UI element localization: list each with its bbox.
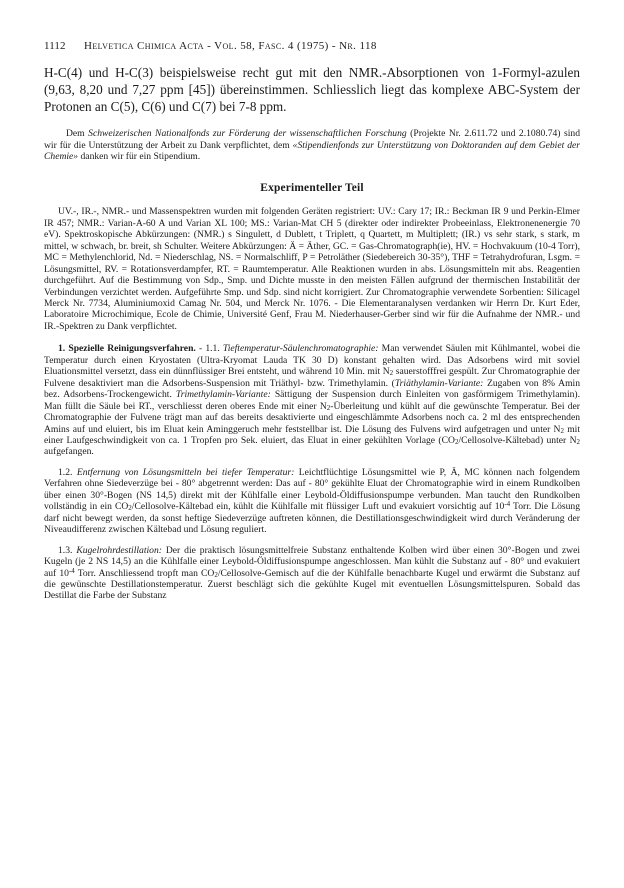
ack-text-1: Dem: [66, 128, 89, 140]
ack-text-2: (Projekte Nr. 2.611.72 und 2.1080.74) sind wir für die Unterstützung der Arbeit zu Dank verpflichtet, dem: [44, 128, 580, 151]
p13-text-c: /Cellosolve-Gemisch auf die der Kühlfalle benachbarte Kugel und erwärmt die Substanz auf die gewünschte Destillationstemperatur. Zuerst beschlägt sich die gekühlte Kugel mit eventuellen Lösungsmittelspuren. Sobald das Destillat die Farbe der Substanz: [44, 567, 580, 602]
experimental-intro: UV.-, IR.-, NMR.- und Massenspektren wurden mit folgenden Geräten registriert: UV.: Cary 17; IR.: Beckman IR 9 und Perkin-Elmer IR 457; NMR.: Varian-A-60 A und Varian XL 100; MS.: Varian-Mat CH 5 (direkter oder indirekter Probeeinlass, Elektronenenergie 70 eV). Spektroskopische Abkürzungen: (NMR.) s Singulett, d Dublett, t Triplett, q Quartett, m Multiplett; (IR.) vs sehr stark, s stark, m mittel, w schwach, br. breit, sh Schulter. Weitere Abkürzungen: Ä = Äther, GC. = Gas-Chromatograph(ie), HV. = Hochvakuum (10-4 Torr), MC = Methylenchlorid, Nd. = Niederschlag, NS. = Normalschliff, P = Petroläther (Siedebereich 30-35°), THF = Tetrahydrofuran, Lsgm. = Lösungsmittel, RV. = Rotationsverdampfer, RT. = Raumtemperatur. Alle Reaktionen wurden in abs. Lösungsmitteln mit abs. Reagentien durchgeführt. Auf die Bestimmung von Sdp., Smp. und Dichte musste in den meisten Fällen aufgrund der thermischen Instabilität der Verbindungen verzichtet werden. Aufgeführte Smp. und Sdp. sind nicht korrigiert. Zur Chromatographie verwendete Sorbentien: Silicagel Merck Nr. 7734, Aluminiumoxid Camag Nr. 504, und Merck Nr. 1076. - Die Elementaranalysen verdanken wir Herrn Dr. Kurt Eder, Laboratoire Microchimique, Ecole de Chimie, Université Genf, Frau M. Niederhauser-Gerber sind wir für die Aufnahme der NMR.- und IR.-Spektren zu Dank verpflichtet.: [44, 206, 580, 332]
running-title: Helvetica Chimica Acta - Vol. 58, Fasc. 4 (1975) - Nr. 118: [84, 40, 377, 52]
subsection-1-3-number: 1.3.: [58, 544, 77, 556]
paragraph-1-1: [44, 343, 580, 458]
subscript-2: 2: [326, 403, 331, 412]
p12-text-a: Leichtflüchtige Lösungsmittel wie P, Ä, MC können nach folgendem Verfahren ohne Siedeverzüge bei - 80° abgetrennt werden: Das auf - 80° gekühlte Eluat der Chromatographie wird in einem Rundkolben über einen 30°-Bogen (NS 14,5) direkt mit der Kühlfalle einer Leybold-Öldiffusionspumpe verbunden. Man taucht den Rundkolben vollständig in ein CO: [44, 466, 581, 513]
variant-triethylamine: Triäthylamin-Variante:: [394, 377, 484, 389]
p11-text-b: sauerstofffrei gespült. Zur Chromatographie der Fulvene desaktiviert man die Adsorbens-Suspension mit Triäthyl- bzw. Trimethylamin. (: [44, 366, 581, 389]
page: [44, 40, 580, 602]
p11-text-e: -Überleitung und kühlt auf die gewünschte Temperatur. Bei der Chromatographie der Fulvene trägt man auf das bereits desaktivierte und eingeschlämmte Adsorbens noch ca. 2 ml des entsprechenden Amins auf und eluiert, bis im Eluat kein Aminggeruch mehr feststellbar ist. Die Lösung des Fulvens wird aufgetragen und unter N: [44, 400, 580, 435]
subscript-2: 2: [389, 369, 394, 378]
subsection-1-1-title: Tieftemperatur-Säulenchromatographie:: [222, 343, 379, 355]
subscript-2: 2: [560, 426, 564, 435]
p11-text-f: mit einer Laufgeschwindigkeit von ca. 1 Tropfen pro Sek. eluiert, das Eluat in einer gekühlten Vorlage (CO: [44, 423, 580, 447]
ack-funder: Schweizerischen Nationalfonds zur Förderung der wissenschaftlichen Forschung: [88, 128, 407, 140]
p11-text-h: aufgefangen.: [44, 446, 94, 458]
p11-text-c: Zugaben von 8% Amin bez. Adsorbens-Trockengewicht.: [44, 377, 580, 401]
subscript-2: 2: [214, 570, 218, 579]
p11-text-a: Man verwendet Säulen mit Kühlmantel, wobei die Temperatur durch einen Kryostaten (Ultra-Kryomat Lauda TK 30 D) konstant gehalten wird. Das Adsorbens wird mit soviel Eluationsmittel versetzt, dass ein dünnflüssiger Brei entsteht, und während 10 Min. mit N: [44, 343, 581, 378]
subsection-1-3-title: Kugelrohrdestillation:: [76, 544, 162, 556]
p12-text-c: Torr. Die Lösung darf nicht bewegt werden, da sonst heftige Siedeverzüge auftreten können, die Destillationsgeschwindigkeit wird durch Veränderung der Niveaudifferenz zwischen Kältebad und Lösung reguliert.: [44, 501, 580, 536]
subsection-1-2-title: Entfernung von Lösungsmitteln bei tiefer Temperatur:: [76, 466, 295, 478]
section-1-heading: 1. Spezielle Reinigungsverfahren.: [58, 343, 196, 355]
running-header: [44, 40, 580, 52]
paragraph-1-3: [44, 545, 580, 602]
exponent: -4: [504, 500, 511, 509]
acknowledgment: [44, 128, 580, 162]
exponent: -4: [68, 566, 75, 575]
subsection-1-1-number: - 1.1.: [195, 343, 223, 355]
ack-fund: «Stipendienfonds zur Unterstützung von Doktoranden auf dem Gebiet der Chemie»: [44, 139, 581, 162]
p12-text-b: /Cellosolve-Kältebad ein, kühlt die Kühlfalle mit flüssiger Luft und evakuiert vorsichtig auf 10: [131, 501, 505, 513]
section-title: Experimenteller Teil: [260, 182, 364, 195]
p11-text-g: /Cellosolve-Kältebad) unter N: [458, 435, 577, 447]
paragraph-1-2: [44, 467, 580, 536]
subsection-1-2-number: 1.2.: [58, 466, 77, 478]
ack-text-3: danken wir für ein Stipendium.: [78, 151, 201, 162]
page-number: 1112: [44, 40, 66, 52]
p11-text-d: Sättigung der Suspension durch Einleiten von gasförmigem Trimethylamin). Man füllt die Säule bei RT., verschliesst deren oberes Ende mit einer N: [44, 389, 580, 412]
p13-text-a: Der die praktisch lösungsmittelfreie Substanz enthaltende Kolben wird über einen 30°-Bogen und zwei Kugeln (je 2 NS 14,5) an die Kühlfalle einer Leybold-Öldiffusionspumpe angeschlossen. Man kühlt die Substanz auf - 80° und evakuiert auf 10: [44, 544, 581, 579]
subscript-2: 2: [576, 438, 581, 447]
subscript-2: 2: [454, 438, 459, 447]
subscript-2: 2: [128, 504, 132, 513]
lead-paragraph: H-C(4) und H-C(3) beispielsweise recht gut mit den NMR.-Absorptionen von 1-Formyl-azulen (9,63, 8,20 und 7,27 ppm [45]) übereinstimmen. Schliesslich liegt das komplexe ABC-System der Protonen an C(5), C(6) und C(7) bei 7-8 ppm.: [44, 65, 580, 114]
variant-trimethylamine: Trimethylamin-Variante:: [175, 389, 271, 401]
p13-text-b: Torr. Anschliessend tropft man CO: [74, 567, 215, 579]
